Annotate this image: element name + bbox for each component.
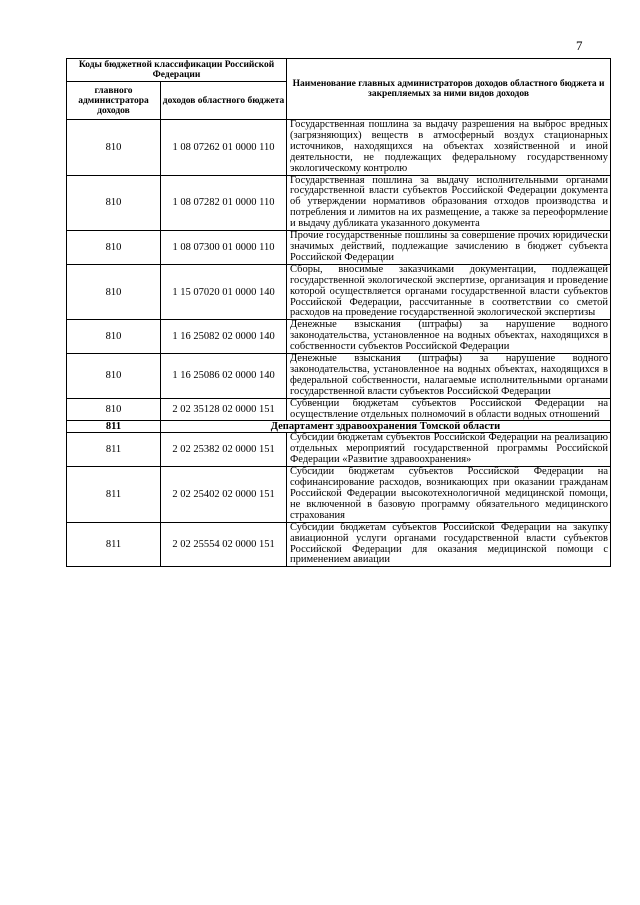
admin-code-cell: 810 [67, 231, 161, 265]
revenue-code-cell: 1 16 25086 02 0000 140 [161, 354, 287, 399]
table-row [67, 433, 611, 467]
page-number: 7 [576, 38, 583, 53]
admin-code-cell: 811 [67, 467, 161, 523]
table-row [67, 120, 611, 176]
revenue-code-cell: 2 02 25402 02 0000 151 [161, 467, 287, 523]
revenue-description-cell: Государственная пошлина за выдачу исполнительными органами государственной власти субъектов Российской Федерации документа об утверждении нормативов образования отходов производства и потребления и лимитов на их размещение, а также за переоформление и выдачу дубликата указанного документа [287, 175, 611, 231]
header-name-column: Наименование главных администраторов доходов областного бюджета и закрепляемых за ними видов доходов [287, 59, 611, 120]
table-row [67, 398, 611, 421]
table-row [67, 522, 611, 567]
admin-code-cell: 811 [67, 433, 161, 467]
table-row [67, 231, 611, 265]
revenue-description-cell: Субсидии бюджетам субъектов Российской Федерации на софинансирование расходов, возникающих при оказании гражданам Российской Федерации высокотехнологичной медицинской помощи, не включенной в базовую программу обязательного медицинского страхования [287, 467, 611, 523]
admin-code-cell: 810 [67, 264, 161, 320]
table-row [67, 354, 611, 399]
revenue-code-cell: 2 02 35128 02 0000 151 [161, 398, 287, 421]
revenue-description-cell: Денежные взыскания (штрафы) за нарушение водного законодательства, установленное на водных объектах, находящихся в федеральной собственности, налагаемые исполнительными органами государственной власти субъектов Российской Федерации [287, 354, 611, 399]
revenue-description-cell: Субвенции бюджетам субъектов Российской Федерации на осуществление отдельных полномочий в области водных отношений [287, 398, 611, 421]
admin-code-cell: 810 [67, 398, 161, 421]
table-body [67, 120, 611, 567]
table-row [67, 264, 611, 320]
revenue-code-cell: 1 08 07282 01 0000 110 [161, 175, 287, 231]
revenue-description-cell: Прочие государственные пошлины за совершение прочих юридически значимых действий, подлежащие зачислению в бюджет субъекта Российской Федерации [287, 231, 611, 265]
admin-code-cell: 810 [67, 354, 161, 399]
admin-code-cell: 810 [67, 320, 161, 354]
table-row [67, 467, 611, 523]
department-name-cell: Департамент здравоохранения Томской области [161, 421, 611, 433]
admin-code-cell: 810 [67, 120, 161, 176]
table-row [67, 320, 611, 354]
table-row [67, 175, 611, 231]
revenue-code-cell: 1 08 07262 01 0000 110 [161, 120, 287, 176]
revenue-description-cell: Субсидии бюджетам субъектов Российской Федерации на закупку авиационной услуги органами государственной власти субъектов Российской Федерации для оказания медицинской помощи с применением авиации [287, 522, 611, 567]
revenue-code-cell: 2 02 25382 02 0000 151 [161, 433, 287, 467]
revenue-description-cell: Денежные взыскания (штрафы) за нарушение водного законодательства, установленное на водных объектах, находящихся в собственности субъектов Российской Федерации [287, 320, 611, 354]
department-row [67, 421, 611, 433]
revenue-code-cell: 1 15 07020 01 0000 140 [161, 264, 287, 320]
header-revenue-column: доходов областного бюджета [161, 82, 287, 120]
budget-classification-table [66, 58, 611, 567]
header-codes-group: Коды бюджетной классификации Российской Федерации [67, 59, 287, 82]
admin-code-cell: 810 [67, 175, 161, 231]
admin-code-cell: 811 [67, 421, 161, 433]
revenue-description-cell: Государственная пошлина за выдачу разрешения на выброс вредных (загрязняющих) веществ в атмосферный воздух стационарных источников, находящихся на объектах хозяйственной и иной деятельности, не подлежащих федеральному государственному экологическому контролю [287, 120, 611, 176]
revenue-code-cell: 1 16 25082 02 0000 140 [161, 320, 287, 354]
revenue-description-cell: Сборы, вносимые заказчиками документации, подлежащей государственной экологической экспертизе, организация и проведение которой осуществляется органами государственной власти субъектов Российской Федерации, рассчитанные в соответствии со сметой расходов на проведение государственной экологической экспертизы [287, 264, 611, 320]
revenue-code-cell: 1 08 07300 01 0000 110 [161, 231, 287, 265]
revenue-code-cell: 2 02 25554 02 0000 151 [161, 522, 287, 567]
admin-code-cell: 811 [67, 522, 161, 567]
revenue-description-cell: Субсидии бюджетам субъектов Российской Федерации на реализацию отдельных мероприятий государственной программы Российской Федерации «Развитие здравоохранения» [287, 433, 611, 467]
header-admin-column: главного администратора доходов [67, 82, 161, 120]
